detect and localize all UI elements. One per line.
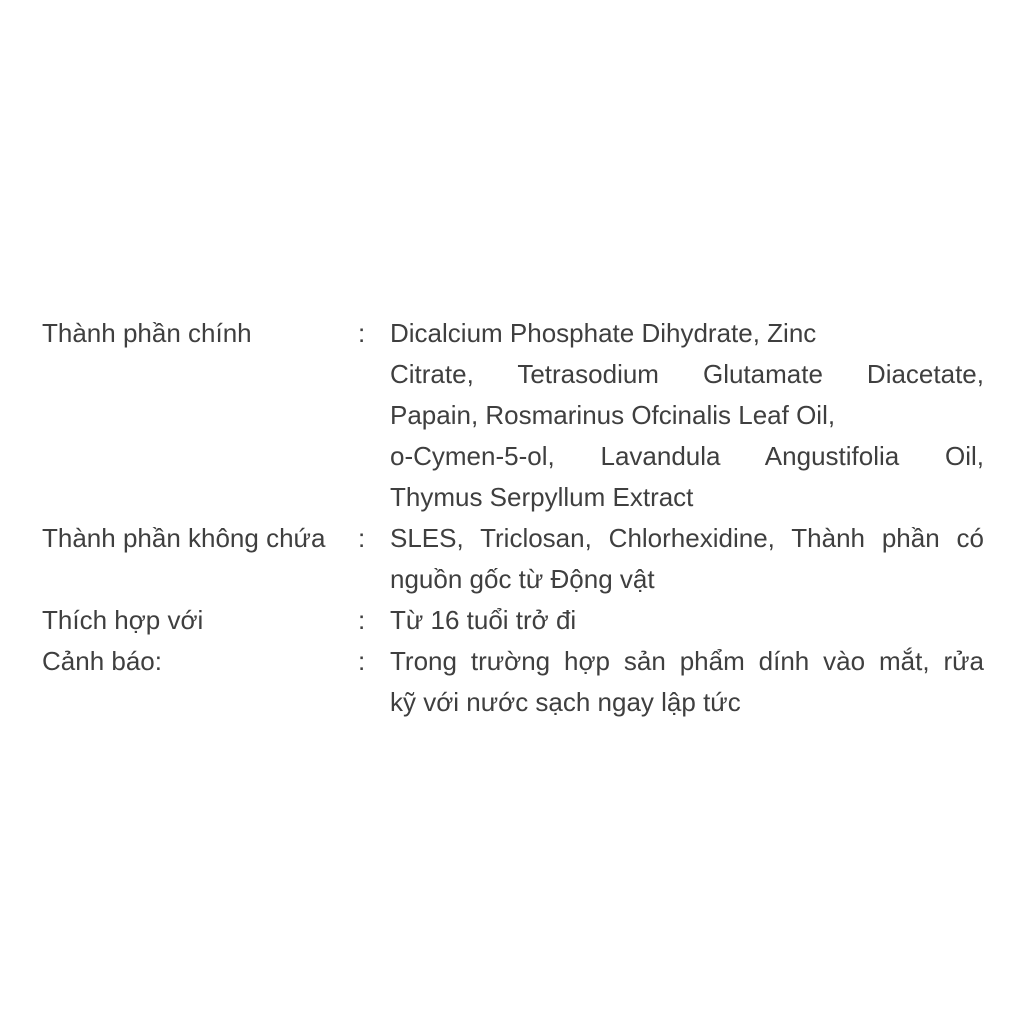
product-spec-table [42,313,984,723]
spec-value-line: Dicalcium Phosphate Dihydrate, Zinc [390,318,817,348]
spec-label: Thành phần không chứa [42,523,326,553]
spec-row-main-ingredients [42,313,984,518]
spec-value [390,600,984,641]
spec-value-line: nguồn gốc từ Động vật [390,564,655,594]
spec-row-excluded-ingredients [42,518,984,600]
spec-colon: : [358,318,366,348]
spec-value [390,518,984,600]
spec-colon: : [358,605,366,635]
spec-value-line: Từ 16 tuổi trở đi [390,605,577,635]
spec-value-line: kỹ với nước sạch ngay lập tức [390,687,741,717]
spec-value-line: Thymus Serpyllum Extract [390,482,694,512]
spec-label: Thành phần chính [42,318,252,348]
spec-colon: : [358,523,366,553]
spec-row-suitable-for [42,600,984,641]
spec-value [390,313,984,518]
spec-row-warning [42,641,984,723]
spec-label: Cảnh báo: [42,646,162,676]
spec-value-line: o-Cymen-5-ol, Lavandula Angustifolia Oil, [390,441,984,471]
spec-value [390,641,984,723]
spec-value-line: Citrate, Tetrasodium Glutamate Diacetate, [390,359,984,389]
spec-colon: : [358,646,366,676]
spec-value-line: Trong trường hợp sản phẩm dính vào mắt, rửa [390,646,984,676]
spec-value-line: SLES, Triclosan, Chlorhexidine, Thành phần có [390,523,984,553]
spec-value-line: Papain, Rosmarinus Ofcinalis Leaf Oil, [390,400,836,430]
spec-label: Thích hợp với [42,605,204,635]
